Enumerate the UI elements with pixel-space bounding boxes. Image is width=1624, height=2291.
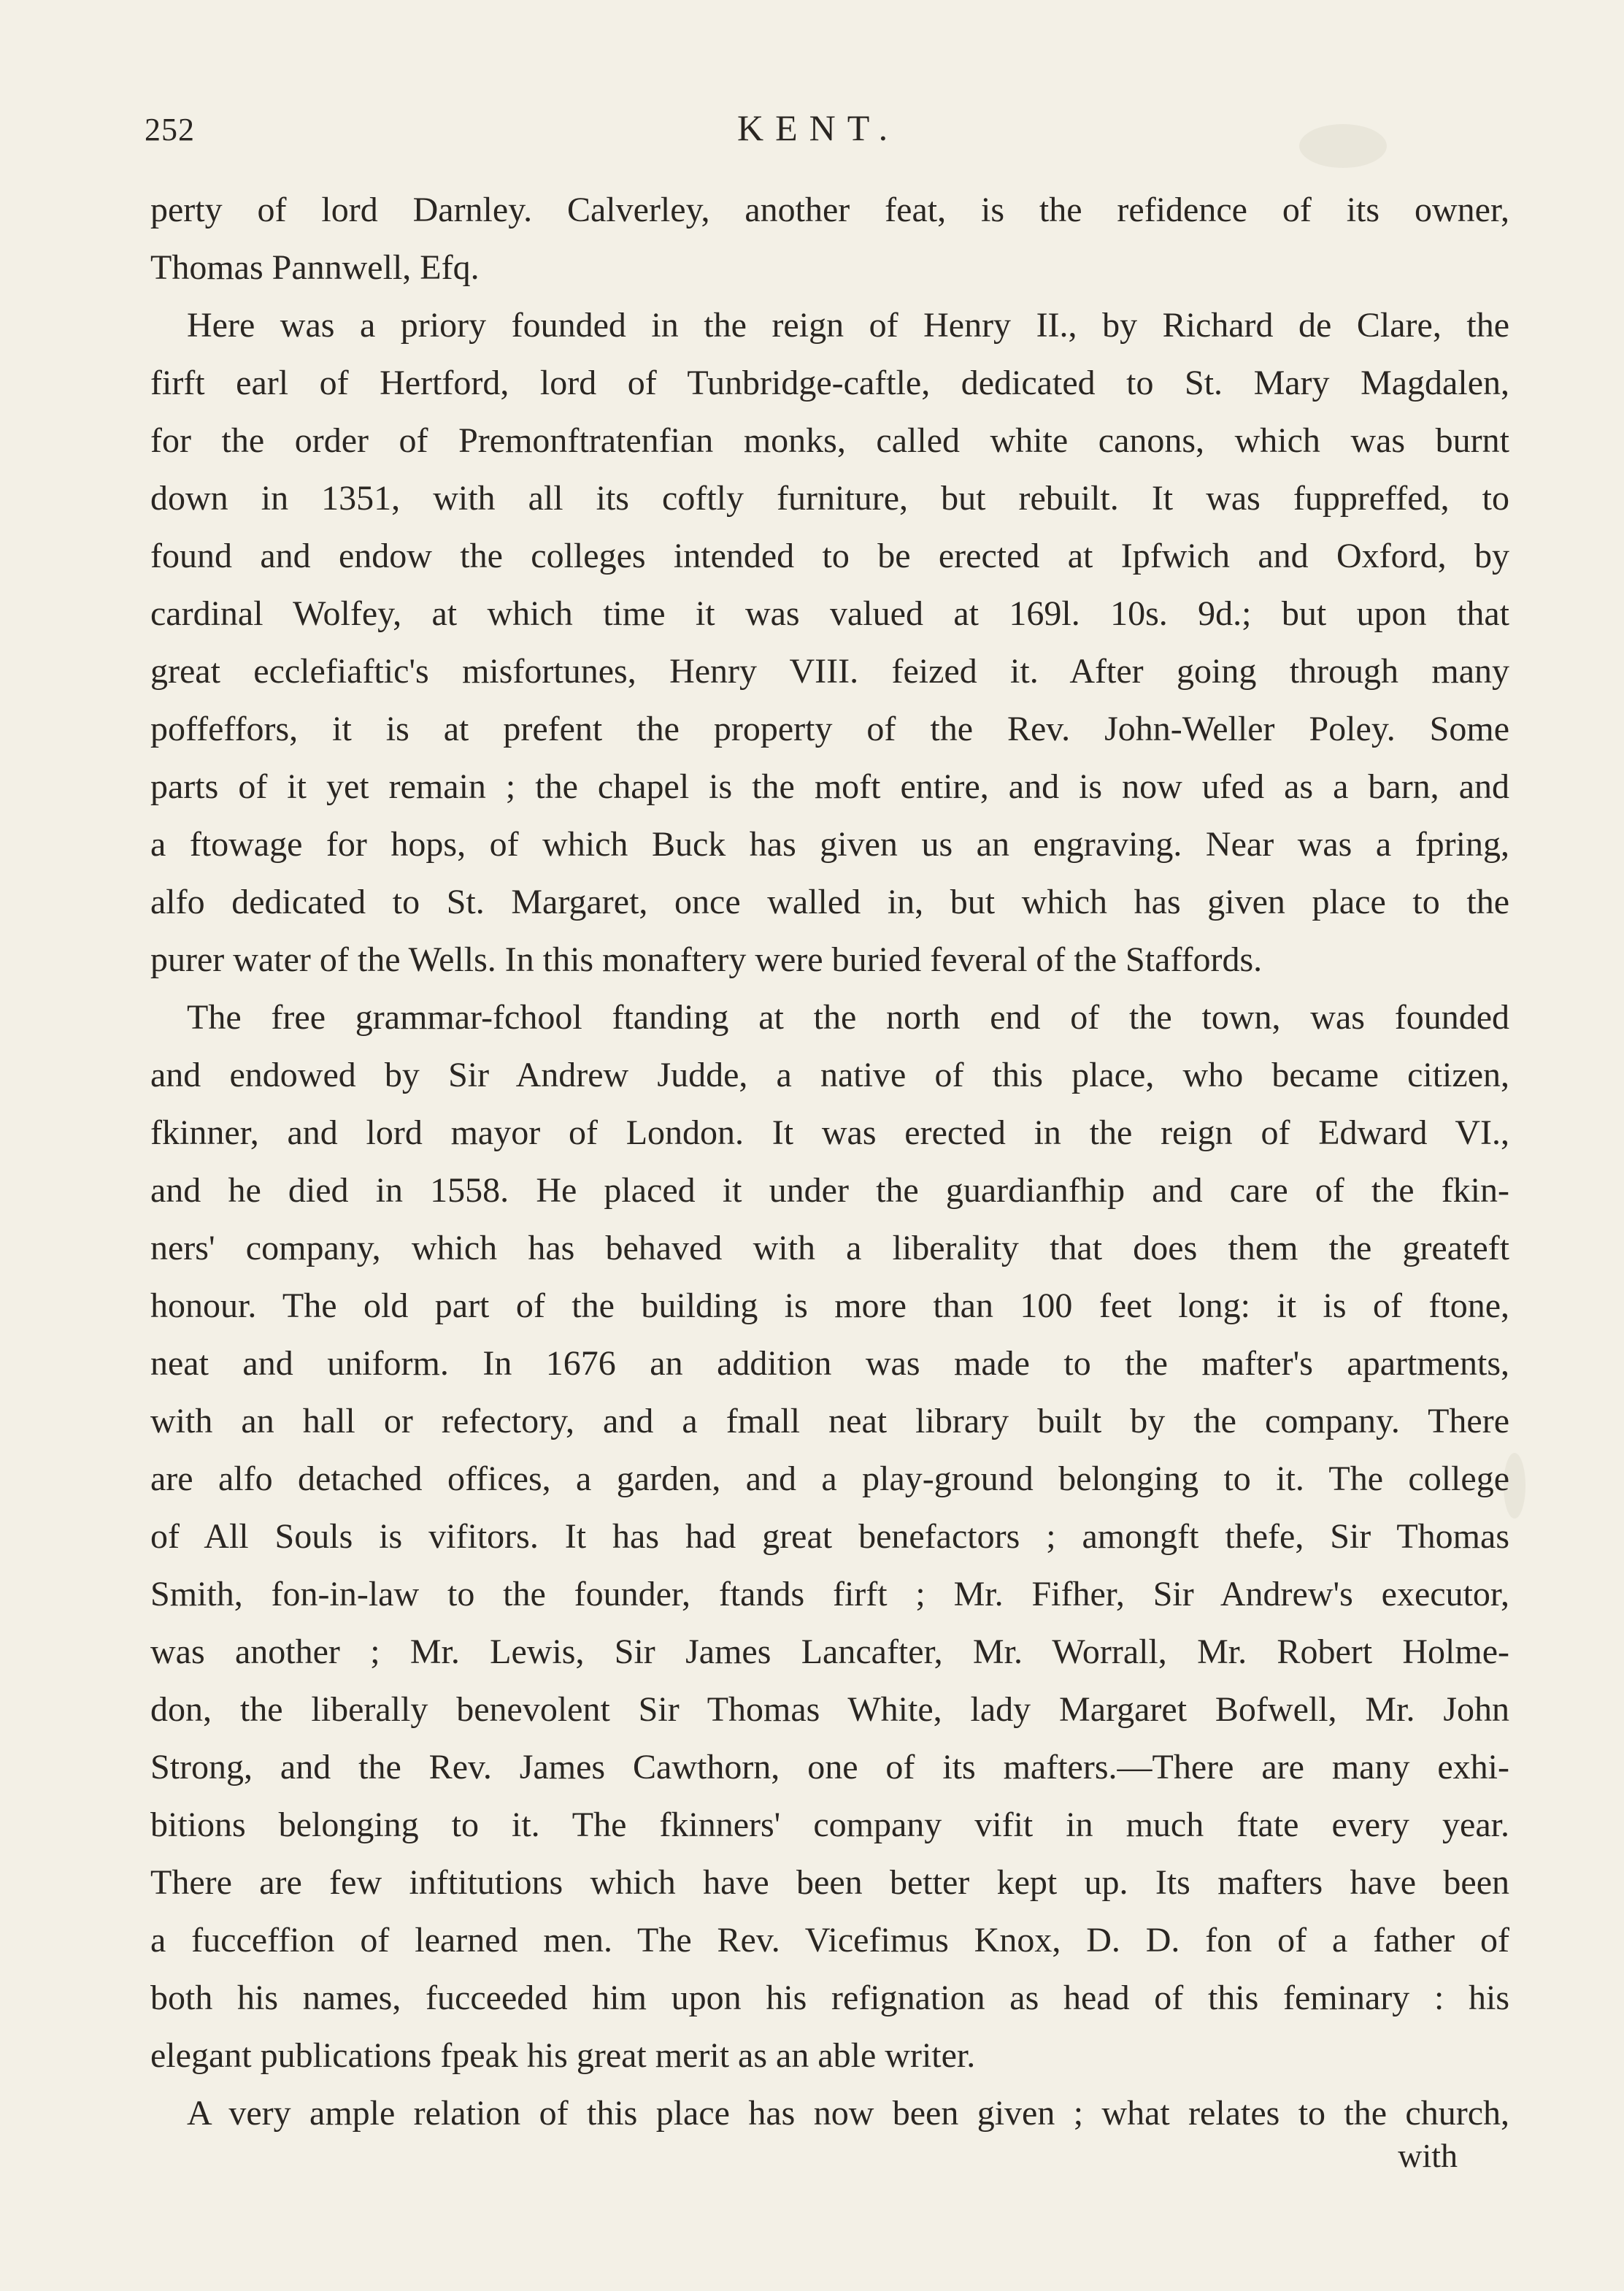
- text-line: found and endow the colleges intended to be erected at Ipfwich and Oxford, by: [150, 537, 1509, 575]
- body-text: [150, 181, 1509, 2142]
- text-line: with an hall or refectory, and a fmall neat library built by the company. There: [150, 1402, 1509, 1440]
- text-line: and endowed by Sir Andrew Judde, a native of this place, who became citizen,: [150, 1056, 1509, 1094]
- text-line: don, the liberally benevolent Sir Thomas White, lady Margaret Bofwell, Mr. John: [150, 1690, 1509, 1729]
- running-head: KENT.: [737, 107, 900, 148]
- paper-stain: [1299, 124, 1387, 168]
- text-line: ners' company, which has behaved with a liberality that does them the greateft: [150, 1229, 1509, 1267]
- text-line: Here was a priory founded in the reign of Henry II., by Richard de Clare, the: [187, 306, 1509, 345]
- text-line: a fucceffion of learned men. The Rev. Vicefimus Knox, D. D. fon of a father of: [150, 1921, 1509, 1960]
- text-line: alfo dedicated to St. Margaret, once walled in, but which has given place to the: [150, 883, 1509, 921]
- text-line: perty of lord Darnley. Calverley, another feat, is the refidence of its owner,: [150, 191, 1509, 229]
- text-line: Smith, fon-in-law to the founder, ftands firft ; Mr. Fifher, Sir Andrew's executor,: [150, 1575, 1509, 1613]
- text-line: firft earl of Hertford, lord of Tunbridge-caftle, dedicated to St. Mary Magdalen,: [150, 364, 1509, 402]
- text-line: are alfo detached offices, a garden, and a play-ground belonging to it. The college: [150, 1459, 1509, 1498]
- text-line: great ecclefiaftic's misfortunes, Henry VIII. feized it. After going through many: [150, 652, 1509, 691]
- text-line: honour. The old part of the building is more than 100 feet long: it is of ftone,: [150, 1286, 1509, 1325]
- text-line: both his names, fucceeded him upon his refignation as head of this feminary : his: [150, 1979, 1509, 2017]
- text-line: cardinal Wolfey, at which time it was valued at 169l. 10s. 9d.; but upon that: [150, 594, 1509, 633]
- text-line: There are few inftitutions which have been better kept up. Its mafters have been: [150, 1863, 1509, 1902]
- text-line: neat and uniform. In 1676 an addition was made to the mafter's apartments,: [150, 1344, 1509, 1383]
- text-line: bitions belonging to it. The fkinners' company vifit in much ftate every year.: [150, 1805, 1509, 1844]
- text-line: and he died in 1558. He placed it under the guardianfhip and care of the fkin-: [150, 1171, 1509, 1210]
- text-line: poffeffors, it is at prefent the property of the Rev. John-Weller Poley. Some: [150, 710, 1509, 748]
- text-line: of All Souls is vifitors. It has had great benefactors ; amongft thefe, Sir Thomas: [150, 1517, 1509, 1556]
- text-line: parts of it yet remain ; the chapel is the moft entire, and is now ufed as a barn, and: [150, 767, 1509, 806]
- text-line: Thomas Pannwell, Efq.: [150, 248, 480, 287]
- text-line: down in 1351, with all its coftly furniture, but rebuilt. It was fuppreffed, to: [150, 479, 1509, 518]
- text-line: Strong, and the Rev. James Cawthorn, one of its mafters.—There are many exhi-: [150, 1748, 1509, 1787]
- catchword: with: [1398, 2137, 1458, 2174]
- text-line: was another ; Mr. Lewis, Sir James Lancafter, Mr. Worrall, Mr. Robert Holme-: [150, 1632, 1509, 1671]
- text-line: elegant publications fpeak his great merit as an able writer.: [150, 2036, 976, 2075]
- text-line: for the order of Premonftratenfian monks, called white canons, which was burnt: [150, 421, 1509, 460]
- text-line: purer water of the Wells. In this monaftery were buried feveral of the Staffords.: [150, 940, 1263, 979]
- page-number: 252: [145, 112, 195, 147]
- text-line: a ftowage for hops, of which Buck has given us an engraving. Near was a fpring,: [150, 825, 1509, 864]
- text-line: fkinner, and lord mayor of London. It was erected in the reign of Edward VI.,: [150, 1113, 1509, 1152]
- text-line: The free grammar-fchool ftanding at the north end of the town, was founded: [187, 998, 1509, 1037]
- text-line: A very ample relation of this place has now been given ; what relates to the church,: [187, 2094, 1509, 2133]
